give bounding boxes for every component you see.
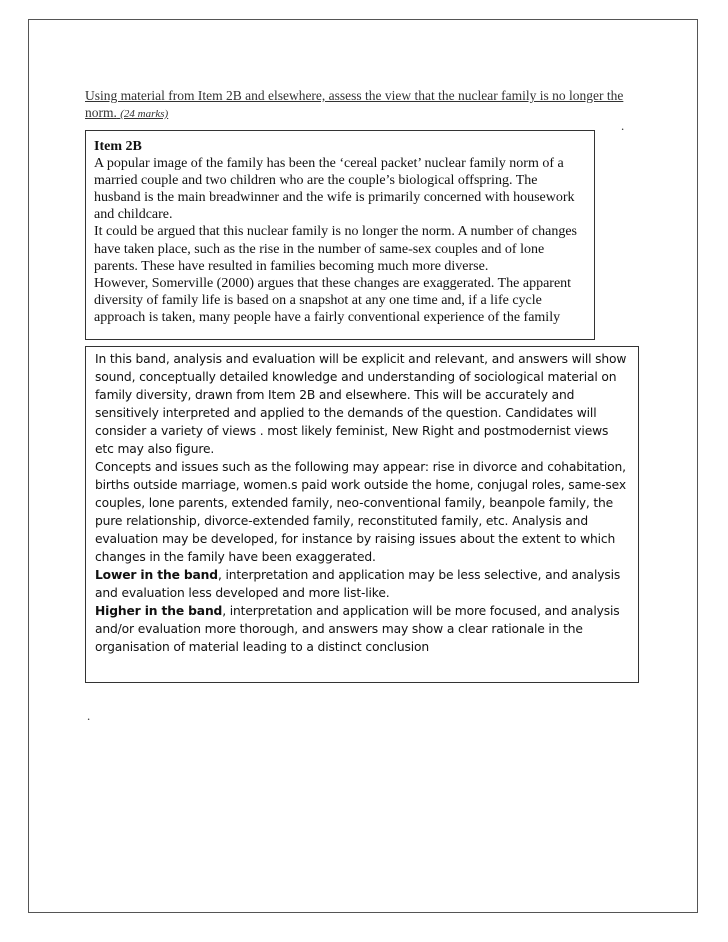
question-prompt [85,87,625,123]
stray-dot: . [621,118,625,133]
higher-band-text: , interpretation and application will be more focused, and analysis and/or evaluation more thorough, and answers may show a clear rationale in the organisation of material leading to a distinct conclusion [95,604,620,654]
lower-band-label: Lower in the band [95,568,218,582]
mark-scheme-concepts: Concepts and issues such as the following may appear: rise in divorce and cohabitation, births outside marriage, women.s paid work outside the home, conjugal roles, same-sex couples, lone parents, extended family, neo-conventional family, beanpole family, the pure relationship, divorce-extended family, reconstituted family, etc. Analysis and evaluation may be developed, for instance by raising issues about the extent to which changes in the family have been exaggerated. [95,460,626,564]
item-paragraph: A popular image of the family has been the ‘cereal packet’ nuclear family norm of a married couple and two children who are the couple’s biological offspring. The husband is the main breadwinner and the wife is primarily concerned with housework and childcare. [94,156,575,223]
mark-scheme-lower [95,566,629,602]
question-marks: (24 marks) [120,108,169,120]
mark-scheme-box [85,346,639,683]
stray-dot: . [87,708,91,723]
item-paragraph: However, Somerville (2000) argues that these changes are exaggerated. The apparent diversity of family life is based on a snapshot at any one time and, if a life cycle approach is taken, many people have a fairly conventional experience of the family [94,275,572,325]
mark-scheme-intro: In this band, analysis and evaluation will be explicit and relevant, and answers will show sound, conceptually detailed knowledge and understanding of sociological material on family diversity, drawn from Item 2B and elsewhere. This will be accurately and sensitively interpreted and applied to the demands of the question. Candidates will consider a variety of views . most likely feminist, New Right and postmodernist views etc may also figure. [95,352,627,456]
item-title: Item 2B [94,139,142,154]
higher-band-label: Higher in the band [95,604,223,618]
item-paragraph: It could be argued that this nuclear family is no longer the norm. A number of changes have taken place, such as the rise in the number of same-sex couples and of lone parents. These have resulted in families becoming much more diverse. [94,224,578,274]
question-text: Using material from Item 2B and elsewhere, assess the view that the nuclear family is no longer the norm. [85,88,624,120]
item-2b-box [85,130,595,340]
mark-scheme-higher [95,602,629,656]
lower-band-text: , interpretation and application may be less selective, and analysis and evaluation less developed and more list-like. [95,568,621,600]
